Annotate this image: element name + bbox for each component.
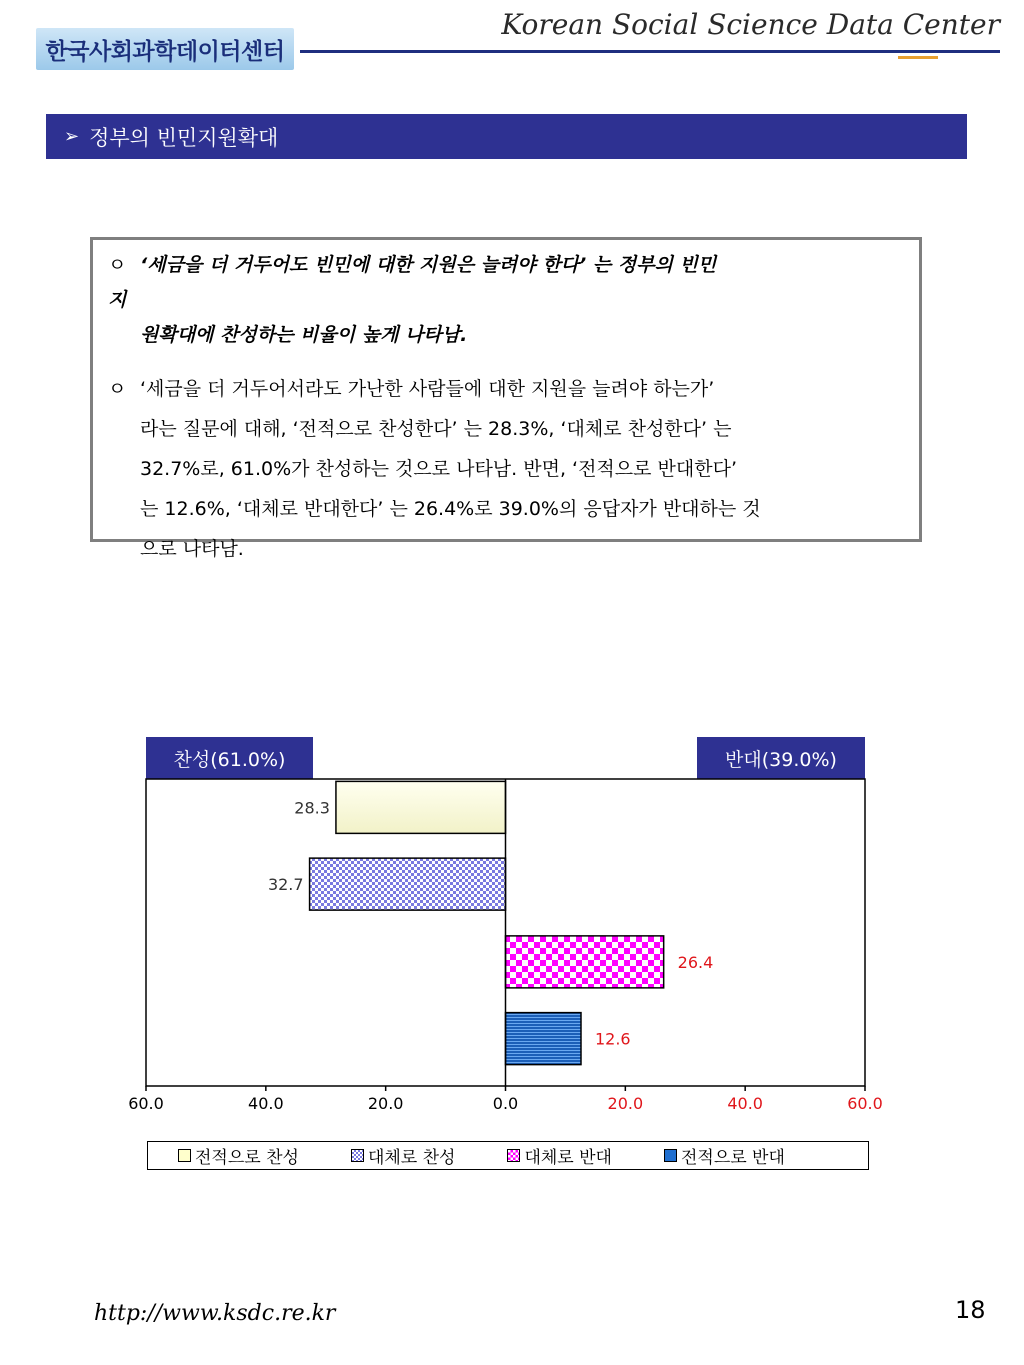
legend-item (664, 1143, 785, 1168)
bar-value-label: 26.4 (677, 952, 714, 972)
ksdc-logo-english: Korean Social Science Data Center (501, 8, 1000, 41)
page-number: 18 (955, 1296, 986, 1324)
bar-value-label: 28.3 (294, 798, 330, 818)
bar-value-label: 32.7 (267, 875, 304, 895)
legend-label: 대체로 찬성 (367, 1148, 456, 1168)
summary-line: 32.7%로, 61.0%가 찬성하는 것으로 나타남. 반면, ‘전적으로 반대한다’ (140, 458, 737, 480)
x-tick-label: 40.0 (248, 1094, 284, 1113)
x-tick-label: 20.0 (367, 1094, 404, 1113)
summary-text: ‘세금을 더 거두어도 빈민에 대한 지원은 늘려야 한다’ 는 정부의 빈민 (140, 254, 717, 276)
oppose-group-label: 반대(39.0%) (697, 737, 865, 780)
x-tick-label: 20.0 (607, 1094, 644, 1113)
summary-line: 는 12.6%, ‘대체로 반대한다’ 는 26.4%로 39.0%의 응답자가 반대하는 것 (140, 498, 761, 520)
x-tick-label: 60.0 (847, 1094, 883, 1113)
footer-url[interactable]: http://www.ksdc.re.kr (94, 1301, 336, 1326)
legend-label: 대체로 반대 (524, 1148, 612, 1168)
section-title: 정부의 빈민지원확대 (89, 125, 279, 150)
chart-legend (147, 1141, 869, 1170)
summary-text: ‘세금을 더 거두어서라도 가난한 사람들에 대한 지원을 늘려야 하는가’ (140, 378, 715, 400)
circle-bullet-icon: ㅇ (108, 378, 127, 400)
bar-value-label: 12.6 (594, 1029, 631, 1049)
legend-swatch (507, 1149, 520, 1162)
x-tick-label: 60.0 (128, 1094, 164, 1113)
x-tick-label: 40.0 (727, 1094, 763, 1113)
x-tick-label: 0.0 (492, 1094, 519, 1113)
bar-3 (506, 936, 664, 988)
bar-1 (336, 781, 506, 833)
legend-item (178, 1143, 299, 1168)
bar-4 (506, 1013, 581, 1065)
legend-swatch (351, 1149, 364, 1162)
summary-line: 으로 나타남. (140, 538, 244, 560)
legend-item (507, 1143, 612, 1168)
summary-line: 라는 질문에 대해, ‘전적으로 찬성한다’ 는 28.3%, ‘대체로 찬성한다’ 는 (140, 418, 732, 440)
favor-group-label: 찬성(61.0%) (146, 737, 313, 780)
arrow-bullet-icon: ➢ (64, 126, 80, 147)
summary-line: 지 (108, 289, 127, 311)
legend-label: 전적으로 반대 (680, 1148, 785, 1168)
circle-bullet-icon: ㅇ (108, 254, 127, 276)
legend-item (351, 1143, 456, 1168)
legend-label: 전적으로 찬성 (195, 1148, 299, 1168)
summary-line: 원확대에 찬성하는 비율이 높게 나타남. (140, 324, 468, 346)
ksdc-logo-korean: 한국사회과학데이터센터 (36, 28, 294, 70)
legend-swatch (664, 1149, 677, 1162)
bar-2 (310, 858, 506, 910)
legend-swatch (178, 1149, 191, 1162)
